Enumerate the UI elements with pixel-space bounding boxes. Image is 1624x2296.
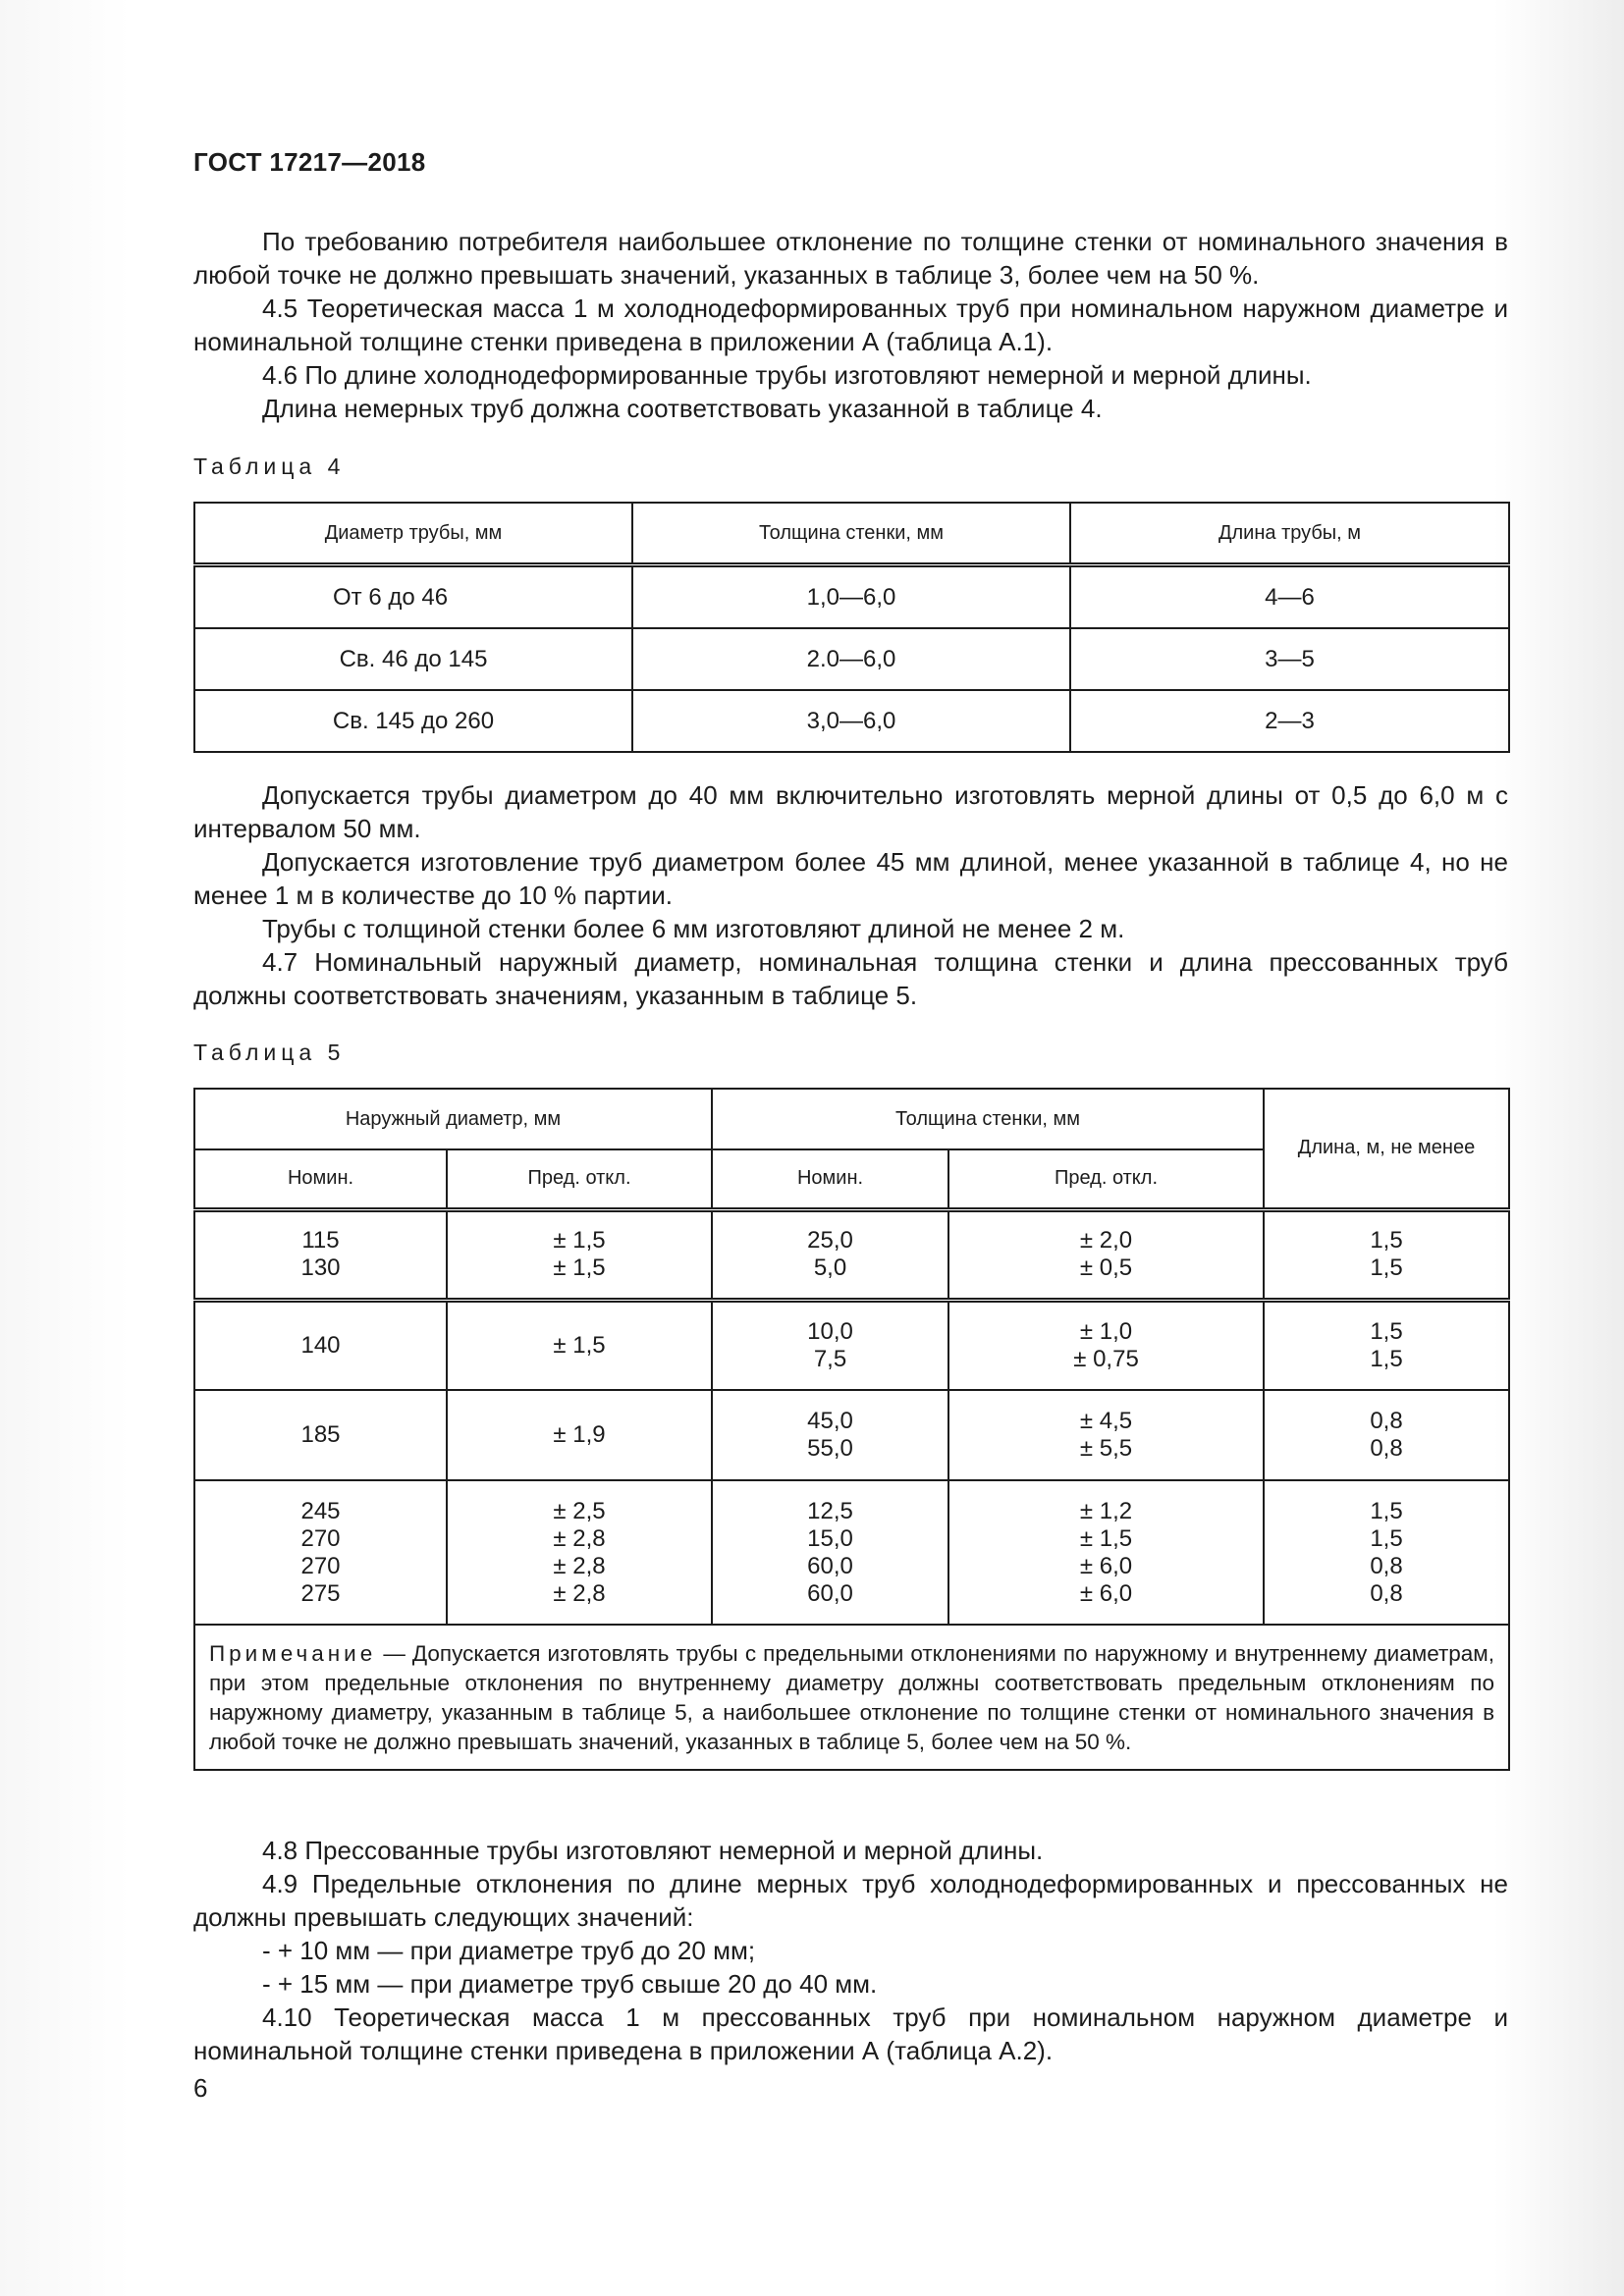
list-item: - + 15 мм — при диаметре труб свыше 20 до 40 мм. <box>262 1969 878 1999</box>
note-text: — Допускается изготовлять трубы с предельными отклонениями по наружному и внутреннему диаметрам, при этом предельные отклонения по внутреннему диаметру должны соответствовать предельным отклонениям по наружному диаметру, указанным в таблице 5, а наибольшее отклонение по толщине стенки от номинального значения в любой точке не должно превышать значений, указанных в таблице 5, более чем на 50 %. <box>209 1641 1495 1754</box>
paragraph: 4.8 Прессованные трубы изготовляют немерной и мерной длины. <box>262 1836 1044 1865</box>
group-header: Длина, м, не менее <box>1264 1089 1509 1209</box>
table-cell: 2.0—6,0 <box>632 628 1070 690</box>
table-cell: ± 1,9 <box>447 1390 712 1480</box>
paragraph: Трубы с толщиной стенки более 6 мм изготовляют длиной не менее 2 м. <box>262 914 1125 943</box>
table-cell: 140 <box>194 1300 447 1390</box>
group-header: Наружный диаметр, мм <box>194 1089 712 1149</box>
table-row <box>194 1209 1509 1300</box>
document-header: ГОСТ 17217—2018 <box>193 147 426 177</box>
text-block-1 <box>193 225 1508 425</box>
table-cell: ± 1,0 ± 0,75 <box>948 1300 1264 1390</box>
table-cell: 245 270 270 275 <box>194 1480 447 1625</box>
table-cell: ± 2,0 ± 0,5 <box>948 1209 1264 1300</box>
list-item: - + 10 мм — при диаметре труб до 20 мм; <box>262 1936 756 1965</box>
table-cell: ± 1,2 ± 1,5 ± 6,0 ± 6,0 <box>948 1480 1264 1625</box>
paragraph: 4.5 Теоретическая масса 1 м холоднодеформированных труб при номинальном наружном диаметре и номинальной толщине стенки приведена в приложении А (таблица А.1). <box>193 294 1508 356</box>
column-header: Номин. <box>194 1149 447 1209</box>
table-row <box>194 690 1509 752</box>
table-4 <box>193 502 1510 753</box>
text-block-3 <box>193 1834 1508 2067</box>
text-block-2 <box>193 778 1508 1012</box>
table-row <box>194 1390 1509 1480</box>
page-number: 6 <box>193 2073 208 2103</box>
paragraph: 4.10 Теоретическая масса 1 м прессованных труб при номинальном наружном диаметре и номинальной толщине стенки приведена в приложении А (таблица А.2). <box>193 2002 1508 2065</box>
column-header: Номин. <box>712 1149 948 1209</box>
table-cell: Св. 46 до 145 <box>194 628 632 690</box>
table-row <box>194 628 1509 690</box>
table-cell: 0,8 0,8 <box>1264 1390 1509 1480</box>
table-cell: 45,0 55,0 <box>712 1390 948 1480</box>
group-header: Толщина стенки, мм <box>712 1089 1264 1149</box>
table-cell: Св. 145 до 260 <box>194 690 632 752</box>
table-cell: 185 <box>194 1390 447 1480</box>
table-cell: ± 1,5 ± 1,5 <box>447 1209 712 1300</box>
table-cell: От 6 до 46 <box>194 565 632 629</box>
column-header: Длина трубы, м <box>1070 503 1509 565</box>
table-cell: ± 1,5 <box>447 1300 712 1390</box>
table-cell: 2—3 <box>1070 690 1509 752</box>
table-header-row <box>194 503 1509 565</box>
paragraph: Допускается изготовление труб диаметром более 45 мм длиной, менее указанной в таблице 4, но не менее 1 м в количестве до 10 % партии. <box>193 847 1508 910</box>
column-header: Пред. откл. <box>948 1149 1264 1209</box>
table-5-caption: Таблица 5 <box>193 1040 346 1065</box>
table-note-row <box>194 1625 1509 1770</box>
paragraph: 4.7 Номинальный наружный диаметр, номинальная толщина стенки и длина прессованных труб должны соответствовать значениям, указанным в таблице 5. <box>193 947 1508 1010</box>
table-cell: 12,5 15,0 60,0 60,0 <box>712 1480 948 1625</box>
paragraph: Допускается трубы диаметром до 40 мм включительно изготовлять мерной длины от 0,5 до 6,0 м с интервалом 50 мм. <box>193 780 1508 843</box>
table-row <box>194 1480 1509 1625</box>
table-4-caption: Таблица 4 <box>193 454 346 479</box>
table-5 <box>193 1088 1510 1771</box>
table-cell: ± 4,5 ± 5,5 <box>948 1390 1264 1480</box>
table-cell: 115 130 <box>194 1209 447 1300</box>
table-header-row <box>194 1089 1509 1149</box>
note-label: Примечание <box>209 1641 377 1666</box>
paragraph: Длина немерных труб должна соответствовать указанной в таблице 4. <box>262 394 1103 423</box>
column-header: Пред. откл. <box>447 1149 712 1209</box>
paragraph: 4.9 Предельные отклонения по длине мерных труб холоднодеформированных и прессованных не должны превышать следующих значений: <box>193 1869 1508 1932</box>
table-cell: 1,0—6,0 <box>632 565 1070 629</box>
table-cell: 3—5 <box>1070 628 1509 690</box>
table-cell: 4—6 <box>1070 565 1509 629</box>
paragraph: По требованию потребителя наибольшее отклонение по толщине стенки от номинального значения в любой точке не должно превышать значений, указанных в таблице 3, более чем на 50 %. <box>193 227 1508 290</box>
table-cell: 3,0—6,0 <box>632 690 1070 752</box>
column-header: Толщина стенки, мм <box>632 503 1070 565</box>
column-header: Диаметр трубы, мм <box>194 503 632 565</box>
table-cell: 10,0 7,5 <box>712 1300 948 1390</box>
table-cell: 1,5 1,5 <box>1264 1209 1509 1300</box>
table-cell: 1,5 1,5 0,8 0,8 <box>1264 1480 1509 1625</box>
table-cell: ± 2,5 ± 2,8 ± 2,8 ± 2,8 <box>447 1480 712 1625</box>
table-cell: 25,0 5,0 <box>712 1209 948 1300</box>
table-row <box>194 565 1509 629</box>
paragraph: 4.6 По длине холоднодеформированные трубы изготовляют немерной и мерной длины. <box>262 360 1312 390</box>
table-row <box>194 1300 1509 1390</box>
table-note <box>194 1625 1509 1770</box>
table-cell: 1,5 1,5 <box>1264 1300 1509 1390</box>
